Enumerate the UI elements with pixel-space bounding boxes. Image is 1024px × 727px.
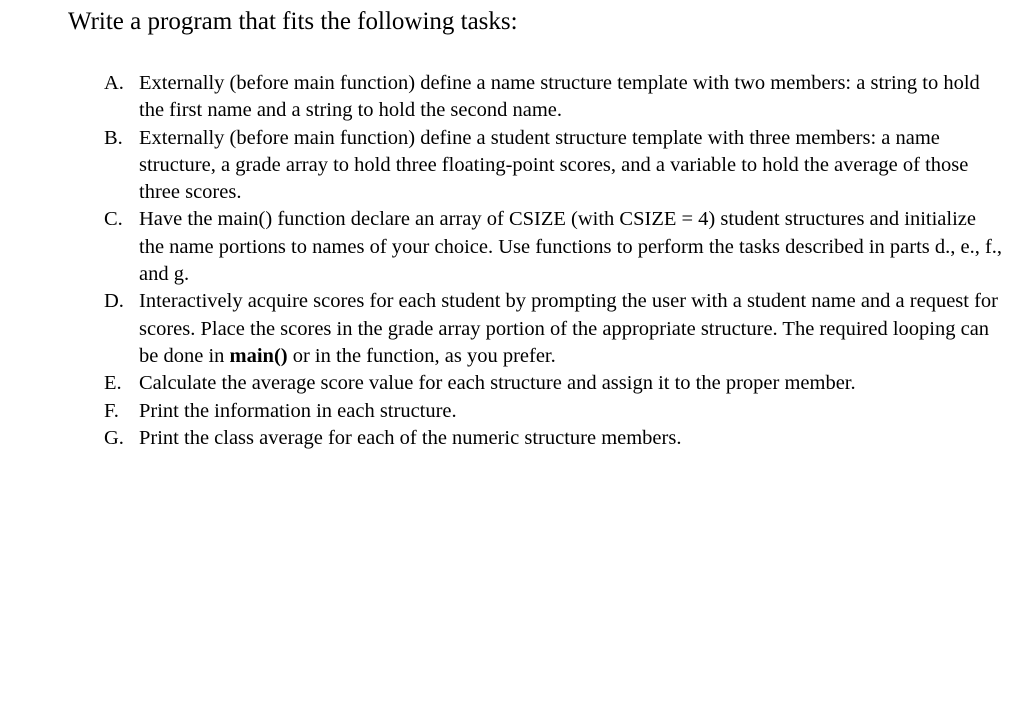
- task-marker: E.: [104, 372, 122, 395]
- task-marker: F.: [104, 399, 119, 422]
- task-item-a: [104, 70, 1004, 125]
- task-item-d: [104, 288, 1004, 370]
- task-text: Calculate the average score value for each structure and assign it to the proper member.: [139, 372, 856, 395]
- task-marker: G.: [104, 426, 124, 449]
- task-text: Have the main() function declare an array of CSIZE (with CSIZE = 4) student structures and initialize the name portions to names of your choice. Use functions to perform the tasks described in parts d., e., f., and g.: [139, 208, 1003, 286]
- assignment-title: Write a program that fits the following tasks:: [68, 8, 518, 35]
- task-item-e: [104, 370, 1004, 397]
- task-item-f: [104, 398, 1004, 425]
- task-item-c: [104, 206, 1004, 288]
- task-item-b: [104, 125, 1004, 207]
- task-marker: D.: [104, 290, 124, 313]
- task-marker: A.: [104, 72, 124, 94]
- task-text: Print the class average for each of the numeric structure members.: [139, 426, 682, 449]
- task-item-g: [104, 425, 1004, 452]
- task-text: Print the information in each structure.: [139, 399, 457, 422]
- task-text-bold: main(): [229, 344, 288, 367]
- task-text: Externally (before main function) define a student structure template with three members: a name structure, a grade array to hold three floating-point scores, and a variable to hold the average of those three scores.: [139, 126, 969, 204]
- task-marker: C.: [104, 208, 123, 231]
- task-text: Externally (before main function) define a name structure template with two members: a string to hold the first name and a string to hold the second name.: [139, 72, 980, 122]
- task-marker: B.: [104, 126, 123, 149]
- task-text-end: or in the function, as you prefer.: [287, 344, 556, 367]
- task-list: [104, 70, 1004, 452]
- task-text-start: Interactively acquire scores for each student by prompting the user with a student name and a request for scores. Place the scores in the grade array portion of the appropriate structure. The required looping can be done in: [139, 290, 998, 367]
